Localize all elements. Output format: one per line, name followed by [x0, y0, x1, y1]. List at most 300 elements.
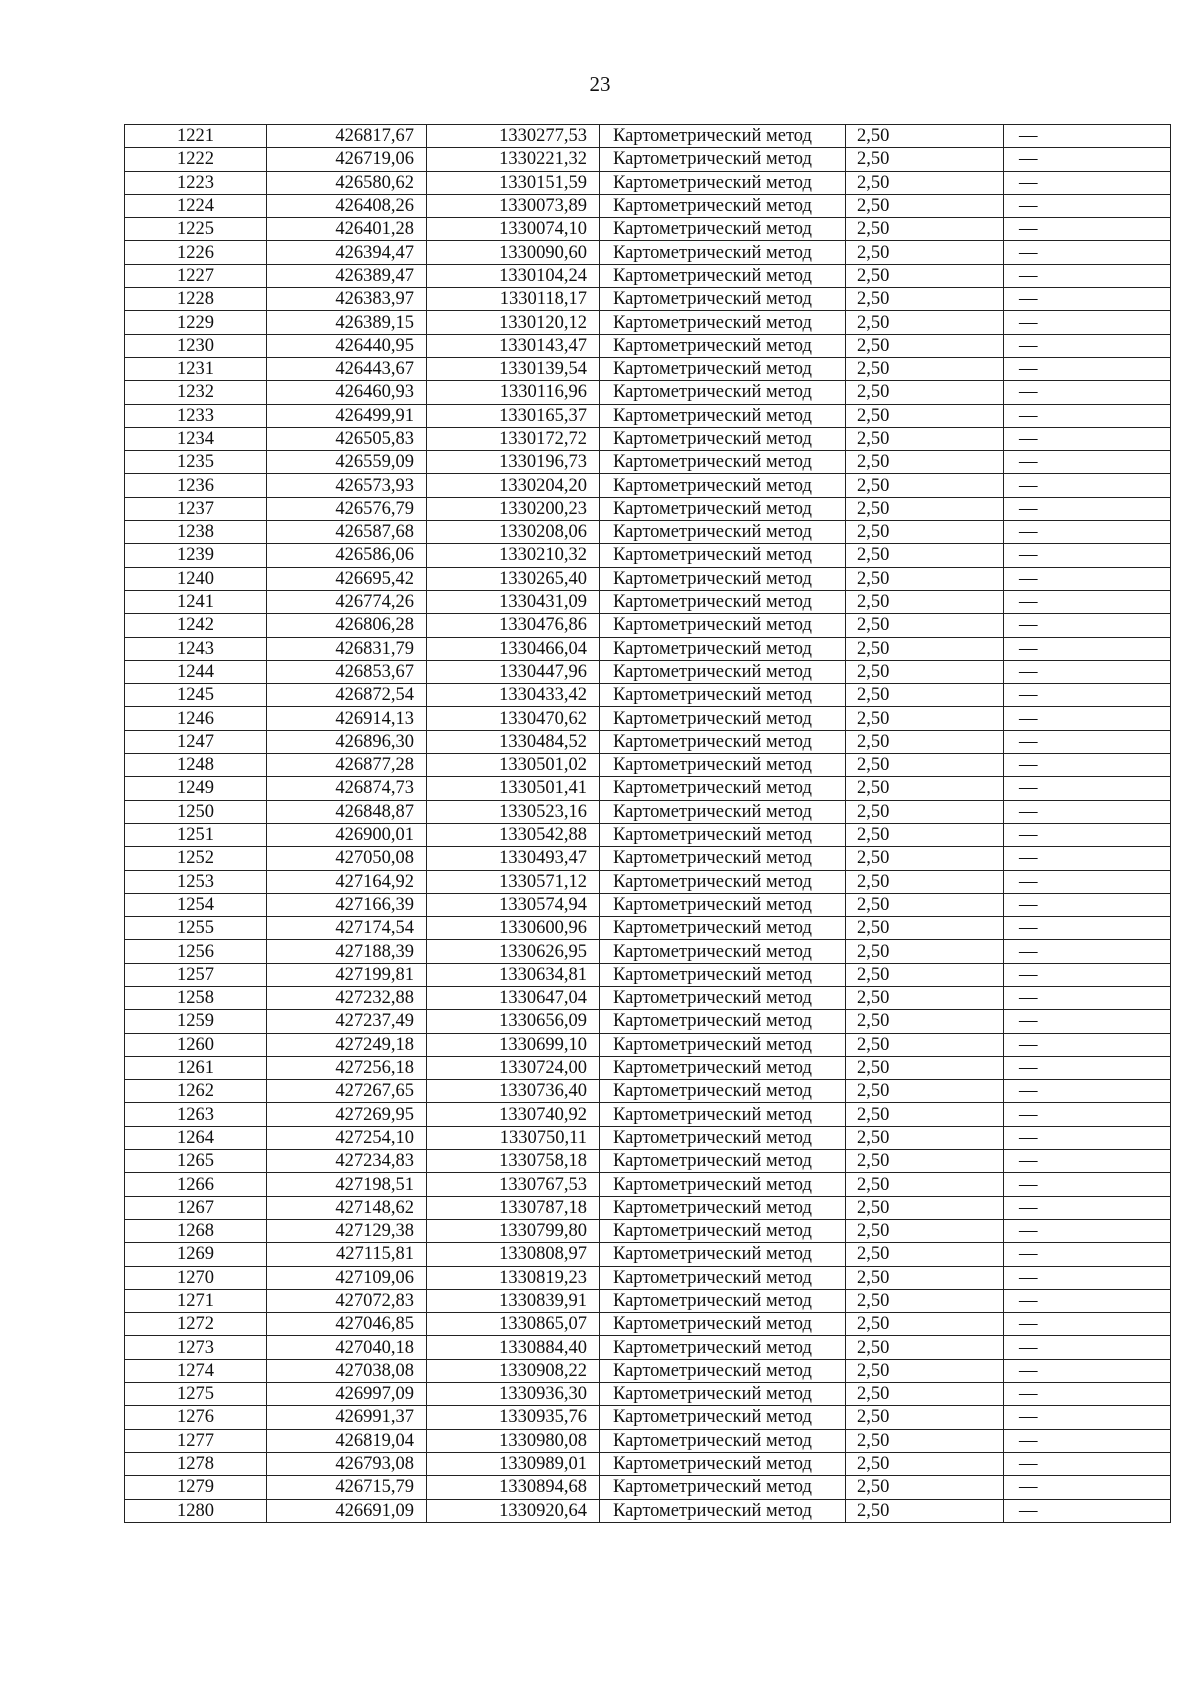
y-coordinate-cell: 1330736,40 [427, 1080, 600, 1103]
note-cell: — [1004, 1103, 1171, 1126]
y-coordinate-cell: 1330523,16 [427, 800, 600, 823]
point-number-cell: 1236 [125, 474, 267, 497]
accuracy-cell: 2,50 [846, 567, 1004, 590]
point-number-cell: 1247 [125, 730, 267, 753]
method-cell: Картометрический метод [600, 590, 846, 613]
y-coordinate-cell: 1330484,52 [427, 730, 600, 753]
accuracy-cell: 2,50 [846, 194, 1004, 217]
point-number-cell: 1248 [125, 754, 267, 777]
accuracy-cell: 2,50 [846, 660, 1004, 683]
y-coordinate-cell: 1330656,09 [427, 1010, 600, 1033]
x-coordinate-cell: 427109,06 [267, 1266, 427, 1289]
method-cell: Картометрический метод [600, 614, 846, 637]
method-cell: Картометрический метод [600, 1289, 846, 1312]
note-cell: — [1004, 1336, 1171, 1359]
method-cell: Картометрический метод [600, 264, 846, 287]
method-cell: Картометрический метод [600, 125, 846, 148]
method-cell: Картометрический метод [600, 1336, 846, 1359]
method-cell: Картометрический метод [600, 381, 846, 404]
point-number-cell: 1277 [125, 1429, 267, 1452]
table-row [125, 1452, 1171, 1475]
x-coordinate-cell: 427072,83 [267, 1289, 427, 1312]
y-coordinate-cell: 1330884,40 [427, 1336, 600, 1359]
note-cell: — [1004, 777, 1171, 800]
x-coordinate-cell: 427249,18 [267, 1033, 427, 1056]
accuracy-cell: 2,50 [846, 986, 1004, 1009]
point-number-cell: 1239 [125, 544, 267, 567]
x-coordinate-cell: 426874,73 [267, 777, 427, 800]
y-coordinate-cell: 1330787,18 [427, 1196, 600, 1219]
y-coordinate-cell: 1330819,23 [427, 1266, 600, 1289]
point-number-cell: 1224 [125, 194, 267, 217]
x-coordinate-cell: 426383,97 [267, 288, 427, 311]
table-row [125, 1336, 1171, 1359]
note-cell: — [1004, 614, 1171, 637]
x-coordinate-cell: 426914,13 [267, 707, 427, 730]
x-coordinate-cell: 427269,95 [267, 1103, 427, 1126]
accuracy-cell: 2,50 [846, 1429, 1004, 1452]
table-row [125, 1196, 1171, 1219]
note-cell: — [1004, 125, 1171, 148]
x-coordinate-cell: 426819,04 [267, 1429, 427, 1452]
accuracy-cell: 2,50 [846, 1289, 1004, 1312]
accuracy-cell: 2,50 [846, 1033, 1004, 1056]
note-cell: — [1004, 1150, 1171, 1173]
accuracy-cell: 2,50 [846, 1219, 1004, 1242]
x-coordinate-cell: 427164,92 [267, 870, 427, 893]
note-cell: — [1004, 684, 1171, 707]
accuracy-cell: 2,50 [846, 870, 1004, 893]
method-cell: Картометрический метод [600, 1150, 846, 1173]
x-coordinate-cell: 426793,08 [267, 1452, 427, 1475]
point-number-cell: 1244 [125, 660, 267, 683]
table-row [125, 1243, 1171, 1266]
note-cell: — [1004, 637, 1171, 660]
point-number-cell: 1272 [125, 1313, 267, 1336]
point-number-cell: 1225 [125, 218, 267, 241]
y-coordinate-cell: 1330431,09 [427, 590, 600, 613]
table-row [125, 660, 1171, 683]
x-coordinate-cell: 426848,87 [267, 800, 427, 823]
table-row [125, 567, 1171, 590]
point-number-cell: 1235 [125, 451, 267, 474]
x-coordinate-cell: 426719,06 [267, 148, 427, 171]
table-row [125, 986, 1171, 1009]
x-coordinate-cell: 426587,68 [267, 521, 427, 544]
table-row [125, 125, 1171, 148]
y-coordinate-cell: 1330865,07 [427, 1313, 600, 1336]
point-number-cell: 1223 [125, 171, 267, 194]
point-number-cell: 1252 [125, 847, 267, 870]
method-cell: Картометрический метод [600, 637, 846, 660]
method-cell: Картометрический метод [600, 1429, 846, 1452]
point-number-cell: 1279 [125, 1476, 267, 1499]
y-coordinate-cell: 1330151,59 [427, 171, 600, 194]
accuracy-cell: 2,50 [846, 707, 1004, 730]
point-number-cell: 1228 [125, 288, 267, 311]
accuracy-cell: 2,50 [846, 1499, 1004, 1522]
method-cell: Картометрический метод [600, 800, 846, 823]
method-cell: Картометрический метод [600, 1219, 846, 1242]
note-cell: — [1004, 870, 1171, 893]
table-row [125, 1010, 1171, 1033]
y-coordinate-cell: 1330808,97 [427, 1243, 600, 1266]
x-coordinate-cell: 426389,47 [267, 264, 427, 287]
method-cell: Картометрический метод [600, 171, 846, 194]
table-row [125, 847, 1171, 870]
y-coordinate-cell: 1330116,96 [427, 381, 600, 404]
note-cell: — [1004, 427, 1171, 450]
x-coordinate-cell: 426695,42 [267, 567, 427, 590]
x-coordinate-cell: 426505,83 [267, 427, 427, 450]
method-cell: Картометрический метод [600, 1173, 846, 1196]
note-cell: — [1004, 567, 1171, 590]
x-coordinate-cell: 427198,51 [267, 1173, 427, 1196]
method-cell: Картометрический метод [600, 707, 846, 730]
y-coordinate-cell: 1330894,68 [427, 1476, 600, 1499]
point-number-cell: 1265 [125, 1150, 267, 1173]
accuracy-cell: 2,50 [846, 1126, 1004, 1149]
accuracy-cell: 2,50 [846, 404, 1004, 427]
y-coordinate-cell: 1330574,94 [427, 893, 600, 916]
point-number-cell: 1221 [125, 125, 267, 148]
table-row [125, 357, 1171, 380]
method-cell: Картометрический метод [600, 730, 846, 753]
point-number-cell: 1222 [125, 148, 267, 171]
point-number-cell: 1260 [125, 1033, 267, 1056]
table-row [125, 1103, 1171, 1126]
y-coordinate-cell: 1330433,42 [427, 684, 600, 707]
table-row [125, 241, 1171, 264]
method-cell: Картометрический метод [600, 427, 846, 450]
x-coordinate-cell: 427148,62 [267, 1196, 427, 1219]
note-cell: — [1004, 986, 1171, 1009]
x-coordinate-cell: 427234,83 [267, 1150, 427, 1173]
y-coordinate-cell: 1330104,24 [427, 264, 600, 287]
point-number-cell: 1243 [125, 637, 267, 660]
x-coordinate-cell: 427046,85 [267, 1313, 427, 1336]
note-cell: — [1004, 241, 1171, 264]
point-number-cell: 1227 [125, 264, 267, 287]
method-cell: Картометрический метод [600, 1359, 846, 1382]
note-cell: — [1004, 218, 1171, 241]
y-coordinate-cell: 1330200,23 [427, 497, 600, 520]
point-number-cell: 1237 [125, 497, 267, 520]
x-coordinate-cell: 426853,67 [267, 660, 427, 683]
method-cell: Картометрический метод [600, 917, 846, 940]
table-row [125, 730, 1171, 753]
method-cell: Картометрический метод [600, 241, 846, 264]
x-coordinate-cell: 426573,93 [267, 474, 427, 497]
method-cell: Картометрический метод [600, 660, 846, 683]
table-row [125, 381, 1171, 404]
point-number-cell: 1269 [125, 1243, 267, 1266]
y-coordinate-cell: 1330204,20 [427, 474, 600, 497]
x-coordinate-cell: 427256,18 [267, 1056, 427, 1079]
method-cell: Картометрический метод [600, 148, 846, 171]
x-coordinate-cell: 427254,10 [267, 1126, 427, 1149]
note-cell: — [1004, 893, 1171, 916]
accuracy-cell: 2,50 [846, 730, 1004, 753]
point-number-cell: 1234 [125, 427, 267, 450]
note-cell: — [1004, 171, 1171, 194]
accuracy-cell: 2,50 [846, 940, 1004, 963]
table-row [125, 614, 1171, 637]
method-cell: Картометрический метод [600, 754, 846, 777]
accuracy-cell: 2,50 [846, 614, 1004, 637]
table-row [125, 1313, 1171, 1336]
method-cell: Картометрический метод [600, 986, 846, 1009]
table-row [125, 940, 1171, 963]
y-coordinate-cell: 1330208,06 [427, 521, 600, 544]
note-cell: — [1004, 1010, 1171, 1033]
accuracy-cell: 2,50 [846, 1010, 1004, 1033]
point-number-cell: 1267 [125, 1196, 267, 1219]
point-number-cell: 1266 [125, 1173, 267, 1196]
method-cell: Картометрический метод [600, 684, 846, 707]
y-coordinate-cell: 1330073,89 [427, 194, 600, 217]
y-coordinate-cell: 1330172,72 [427, 427, 600, 450]
note-cell: — [1004, 1476, 1171, 1499]
x-coordinate-cell: 427174,54 [267, 917, 427, 940]
table-row [125, 1173, 1171, 1196]
table-row [125, 1289, 1171, 1312]
method-cell: Картометрический метод [600, 521, 846, 544]
method-cell: Картометрический метод [600, 1033, 846, 1056]
y-coordinate-cell: 1330647,04 [427, 986, 600, 1009]
x-coordinate-cell: 427038,08 [267, 1359, 427, 1382]
accuracy-cell: 2,50 [846, 1313, 1004, 1336]
method-cell: Картометрический метод [600, 1476, 846, 1499]
x-coordinate-cell: 427237,49 [267, 1010, 427, 1033]
accuracy-cell: 2,50 [846, 1056, 1004, 1079]
table-row [125, 148, 1171, 171]
note-cell: — [1004, 940, 1171, 963]
point-number-cell: 1273 [125, 1336, 267, 1359]
x-coordinate-cell: 426691,09 [267, 1499, 427, 1522]
method-cell: Картометрический метод [600, 893, 846, 916]
note-cell: — [1004, 404, 1171, 427]
accuracy-cell: 2,50 [846, 1406, 1004, 1429]
table-row [125, 497, 1171, 520]
x-coordinate-cell: 426443,67 [267, 357, 427, 380]
table-row [125, 754, 1171, 777]
point-number-cell: 1258 [125, 986, 267, 1009]
note-cell: — [1004, 847, 1171, 870]
note-cell: — [1004, 1080, 1171, 1103]
point-number-cell: 1233 [125, 404, 267, 427]
point-number-cell: 1246 [125, 707, 267, 730]
accuracy-cell: 2,50 [846, 777, 1004, 800]
note-cell: — [1004, 544, 1171, 567]
accuracy-cell: 2,50 [846, 427, 1004, 450]
y-coordinate-cell: 1330799,80 [427, 1219, 600, 1242]
point-number-cell: 1231 [125, 357, 267, 380]
note-cell: — [1004, 311, 1171, 334]
x-coordinate-cell: 426806,28 [267, 614, 427, 637]
y-coordinate-cell: 1330118,17 [427, 288, 600, 311]
point-number-cell: 1255 [125, 917, 267, 940]
note-cell: — [1004, 1452, 1171, 1475]
point-number-cell: 1251 [125, 823, 267, 846]
y-coordinate-cell: 1330767,53 [427, 1173, 600, 1196]
table-row [125, 474, 1171, 497]
note-cell: — [1004, 497, 1171, 520]
x-coordinate-cell: 427267,65 [267, 1080, 427, 1103]
x-coordinate-cell: 427166,39 [267, 893, 427, 916]
table-row [125, 707, 1171, 730]
point-number-cell: 1232 [125, 381, 267, 404]
x-coordinate-cell: 426576,79 [267, 497, 427, 520]
x-coordinate-cell: 427129,38 [267, 1219, 427, 1242]
note-cell: — [1004, 1126, 1171, 1149]
point-number-cell: 1261 [125, 1056, 267, 1079]
table-row [125, 1056, 1171, 1079]
point-number-cell: 1226 [125, 241, 267, 264]
x-coordinate-cell: 427050,08 [267, 847, 427, 870]
accuracy-cell: 2,50 [846, 451, 1004, 474]
x-coordinate-cell: 427199,81 [267, 963, 427, 986]
accuracy-cell: 2,50 [846, 474, 1004, 497]
accuracy-cell: 2,50 [846, 847, 1004, 870]
accuracy-cell: 2,50 [846, 357, 1004, 380]
method-cell: Картометрический метод [600, 1452, 846, 1475]
method-cell: Картометрический метод [600, 1266, 846, 1289]
method-cell: Картометрический метод [600, 1499, 846, 1522]
x-coordinate-cell: 426460,93 [267, 381, 427, 404]
table-row [125, 590, 1171, 613]
method-cell: Картометрический метод [600, 1103, 846, 1126]
note-cell: — [1004, 288, 1171, 311]
note-cell: — [1004, 707, 1171, 730]
note-cell: — [1004, 194, 1171, 217]
point-number-cell: 1250 [125, 800, 267, 823]
x-coordinate-cell: 426408,26 [267, 194, 427, 217]
table-row [125, 917, 1171, 940]
table-row [125, 1476, 1171, 1499]
point-number-cell: 1275 [125, 1383, 267, 1406]
accuracy-cell: 2,50 [846, 963, 1004, 986]
method-cell: Картометрический метод [600, 404, 846, 427]
point-number-cell: 1256 [125, 940, 267, 963]
method-cell: Картометрический метод [600, 940, 846, 963]
method-cell: Картометрический метод [600, 288, 846, 311]
x-coordinate-cell: 426774,26 [267, 590, 427, 613]
accuracy-cell: 2,50 [846, 148, 1004, 171]
note-cell: — [1004, 823, 1171, 846]
y-coordinate-cell: 1330470,62 [427, 707, 600, 730]
accuracy-cell: 2,50 [846, 1196, 1004, 1219]
accuracy-cell: 2,50 [846, 917, 1004, 940]
accuracy-cell: 2,50 [846, 497, 1004, 520]
accuracy-cell: 2,50 [846, 1359, 1004, 1382]
accuracy-cell: 2,50 [846, 381, 1004, 404]
point-number-cell: 1240 [125, 567, 267, 590]
method-cell: Картометрический метод [600, 497, 846, 520]
point-number-cell: 1264 [125, 1126, 267, 1149]
y-coordinate-cell: 1330265,40 [427, 567, 600, 590]
table-body [125, 125, 1171, 1523]
table-row [125, 1219, 1171, 1242]
accuracy-cell: 2,50 [846, 288, 1004, 311]
accuracy-cell: 2,50 [846, 754, 1004, 777]
note-cell: — [1004, 1406, 1171, 1429]
table-row [125, 1499, 1171, 1522]
accuracy-cell: 2,50 [846, 1243, 1004, 1266]
point-number-cell: 1262 [125, 1080, 267, 1103]
note-cell: — [1004, 1173, 1171, 1196]
note-cell: — [1004, 730, 1171, 753]
point-number-cell: 1268 [125, 1219, 267, 1242]
point-number-cell: 1241 [125, 590, 267, 613]
accuracy-cell: 2,50 [846, 125, 1004, 148]
point-number-cell: 1254 [125, 893, 267, 916]
method-cell: Картометрический метод [600, 823, 846, 846]
y-coordinate-cell: 1330277,53 [427, 125, 600, 148]
method-cell: Картометрический метод [600, 1196, 846, 1219]
accuracy-cell: 2,50 [846, 590, 1004, 613]
table-row [125, 1080, 1171, 1103]
x-coordinate-cell: 426997,09 [267, 1383, 427, 1406]
table-row [125, 1359, 1171, 1382]
table-row [125, 334, 1171, 357]
table-row [125, 1150, 1171, 1173]
method-cell: Картометрический метод [600, 1406, 846, 1429]
table-row [125, 1406, 1171, 1429]
accuracy-cell: 2,50 [846, 1150, 1004, 1173]
note-cell: — [1004, 1289, 1171, 1312]
y-coordinate-cell: 1330571,12 [427, 870, 600, 893]
table-row [125, 218, 1171, 241]
coordinates-table [124, 124, 1171, 1523]
note-cell: — [1004, 800, 1171, 823]
y-coordinate-cell: 1330221,32 [427, 148, 600, 171]
table-row [125, 451, 1171, 474]
accuracy-cell: 2,50 [846, 311, 1004, 334]
method-cell: Картометрический метод [600, 1383, 846, 1406]
y-coordinate-cell: 1330542,88 [427, 823, 600, 846]
y-coordinate-cell: 1330120,12 [427, 311, 600, 334]
x-coordinate-cell: 426896,30 [267, 730, 427, 753]
x-coordinate-cell: 426401,28 [267, 218, 427, 241]
accuracy-cell: 2,50 [846, 823, 1004, 846]
accuracy-cell: 2,50 [846, 264, 1004, 287]
note-cell: — [1004, 451, 1171, 474]
y-coordinate-cell: 1330476,86 [427, 614, 600, 637]
method-cell: Картометрический метод [600, 334, 846, 357]
note-cell: — [1004, 381, 1171, 404]
note-cell: — [1004, 357, 1171, 380]
table-row [125, 684, 1171, 707]
method-cell: Картометрический метод [600, 218, 846, 241]
table-row [125, 1383, 1171, 1406]
accuracy-cell: 2,50 [846, 1080, 1004, 1103]
y-coordinate-cell: 1330165,37 [427, 404, 600, 427]
method-cell: Картометрический метод [600, 474, 846, 497]
method-cell: Картометрический метод [600, 1126, 846, 1149]
note-cell: — [1004, 1359, 1171, 1382]
note-cell: — [1004, 264, 1171, 287]
accuracy-cell: 2,50 [846, 1476, 1004, 1499]
table-row [125, 427, 1171, 450]
x-coordinate-cell: 426900,01 [267, 823, 427, 846]
note-cell: — [1004, 1219, 1171, 1242]
table-row [125, 311, 1171, 334]
table-row [125, 544, 1171, 567]
table-row [125, 1266, 1171, 1289]
table-row [125, 777, 1171, 800]
table-row [125, 637, 1171, 660]
